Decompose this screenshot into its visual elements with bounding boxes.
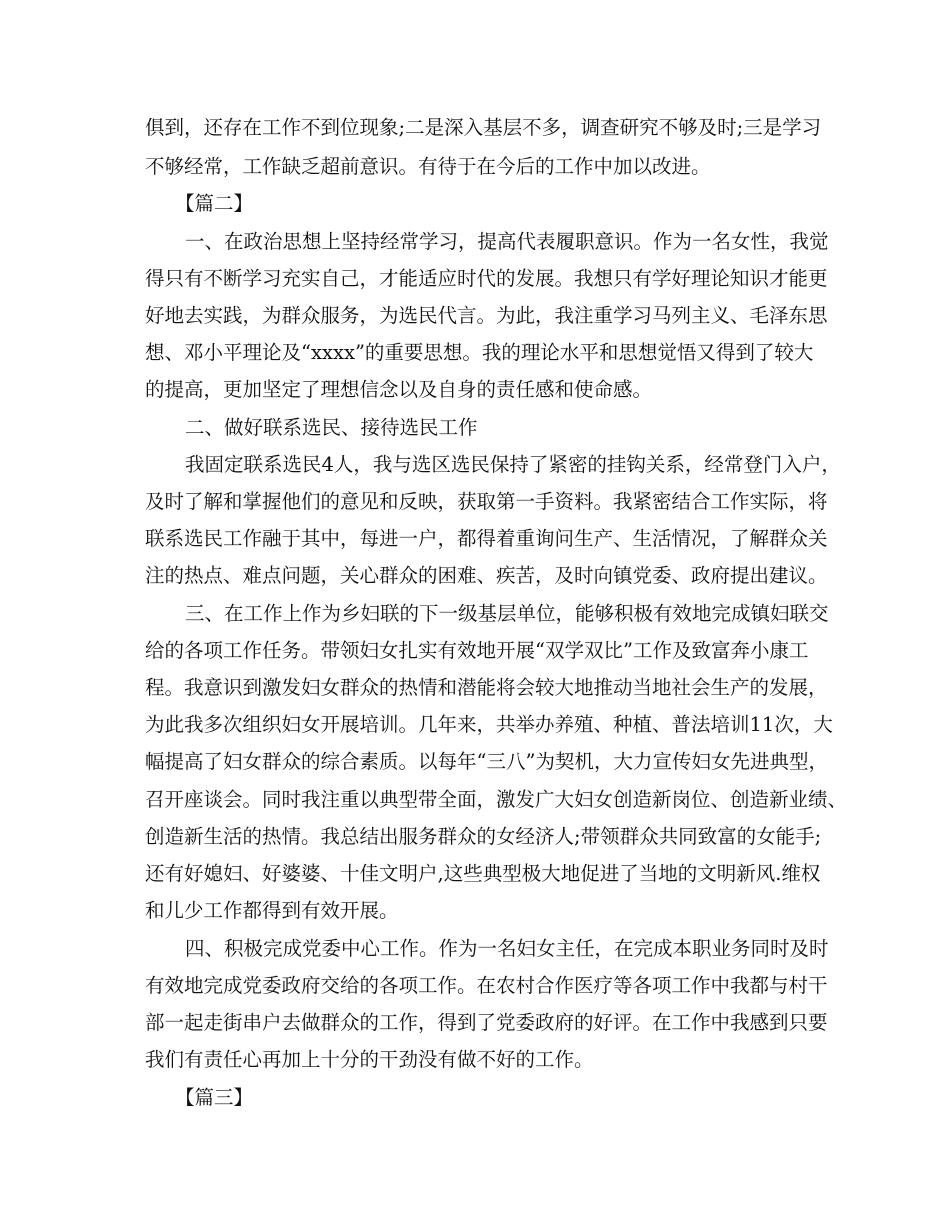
text-line: 创造新生活的热情。我总结出服务群众的女经济人;带领群众共同致富的女能手; [145,825,822,848]
text-line: 程。我意识到激发妇女群众的热情和潜能将会较大地推动当地社会生产的发展， [145,676,828,699]
section-heading: 【篇三】 [175,1086,254,1109]
text-line: 的提高，更加坚定了理想信念以及自身的责任感和使命感。 [145,378,653,401]
section-heading: 【篇二】 [175,192,254,215]
text-line: 还有好媳妇、好婆婆、十佳文明户,这些典型极大地促进了当地的文明新风.维权 [145,862,821,885]
text-line: 四、积极完成党委中心工作。作为一名妇女主任，在完成本职业务同时及时 [185,937,829,960]
text-line: 三、在工作上作为乡妇联的下一级基层单位，能够积极有效地完成镇妇联交 [185,602,829,625]
text-line: 注的热点、难点问题，关心群众的困难、疾苦，及时向镇党委、政府提出建议。 [145,564,828,587]
text-line: 部一起走街串户去做群众的工作，得到了党委政府的好评。在工作中我感到只要 [145,1011,828,1034]
text-line: 俱到，还存在工作不到位现象;二是深入基层不多，调查研究不够及时;三是学习 [145,116,822,139]
text-line: 我固定联系选民4人，我与选区选民保持了紧密的挂钩关系，经常登门入户， [185,453,841,476]
text-line: 和儿少工作都得到有效开展。 [145,899,399,922]
text-line: 及时了解和掌握他们的意见和反映，获取第一手资料。我紧密结合工作实际，将 [145,490,828,513]
subheading: 二、做好联系选民、接待选民工作 [185,416,478,439]
text-line: 有效地完成党委政府交给的各项工作。在农村合作医疗等各项工作中我都与村干 [145,974,828,997]
text-line: 为此我多次组织妇女开展培训。几年来，共举办养殖、种植、普法培训11次，大 [145,713,833,736]
text-line: 想、邓小平理论及“xxxx”的重要思想。我的理论水平和思想觉悟又得到了较大 [145,341,814,364]
text-line: 好地去实践，为群众服务，为选民代言。为此，我注重学习马列主义、毛泽东思 [145,304,828,327]
text-line: 召开座谈会。同时我注重以典型带全面，激发广大妇女创造新岗位、创造新业绩、 [145,788,848,811]
text-line: 得只有不断学习充实自己，才能适应时代的发展。我想只有学好理论知识才能更 [145,267,828,290]
text-line: 我们有责任心再加上十分的干劲没有做不好的工作。 [145,1048,594,1071]
text-line: 不够经常，工作缺乏超前意识。有待于在今后的工作中加以改进。 [145,155,711,178]
text-line: 一、在政治思想上坚持经常学习，提高代表履职意识。作为一名女性，我觉 [185,230,829,253]
text-line: 联系选民工作融于其中，每进一户，都得着重询问生产、生活情况，了解群众关 [145,527,828,550]
text-line: 幅提高了妇女群众的综合素质。以每年“三八”为契机，大力宣传妇女先进典型， [145,750,828,773]
text-line: 给的各项工作任务。带领妇女扎实有效地开展“双学双比”工作及致富奔小康工 [145,639,809,662]
